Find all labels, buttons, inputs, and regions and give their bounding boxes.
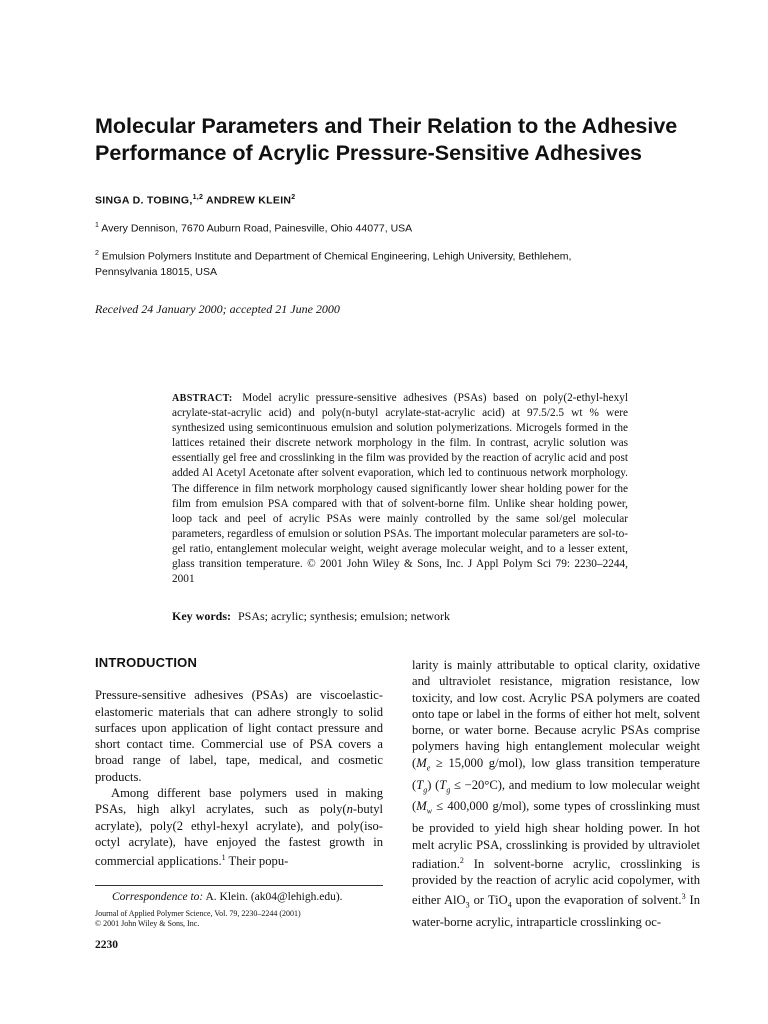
affiliation-1 [95, 218, 655, 237]
author-2: ANDREW KLEIN [206, 194, 292, 207]
reference-1-marker[interactable]: 1 [221, 853, 226, 863]
title-line-1: Molecular Parameters and Their Relation to the Adhesive [95, 114, 678, 138]
right-part-f: In solvent-borne acrylic, crosslinking is provided by the reaction of acrylic acid copolymer, with either AlO [412, 857, 700, 907]
keywords [172, 609, 450, 624]
right-part-c: ) ( [427, 777, 440, 792]
correspondence-label: Correspondence to: [112, 891, 204, 903]
intro-p2-part-c: Their popu- [225, 854, 289, 869]
footnote-rule [95, 885, 383, 886]
right-part-a: larity is mainly attributable to optical clarity, oxidative and ultraviolet resistance, migration resistance, low toxicity, and low cost. Acrylic PSA polymers are coated onto tape or label in the forms of either hot melt, solvent borne, or water borne. Because acrylic PSAs comprise polymers having high entanglement molecular weight ( [412, 658, 700, 770]
symbol-Tg-2-subscript: g [446, 785, 451, 795]
right-part-h: upon the evaporation of solvent. [511, 892, 682, 907]
correspondence-note [112, 891, 343, 903]
affiliation-2-number: 2 [95, 250, 99, 257]
right-part-e: ≤ 400,000 g/mol), some types of crosslinking must be provided to yield high shear holding power. In hot melt acrylic PSA, crosslinking is provided by ultraviolet radiation. [412, 799, 700, 871]
copyright-line: © 2001 John Wiley & Sons, Inc. [95, 919, 200, 928]
right-part-d: ≤ −20°C), and medium to low molecular weight ( [412, 777, 700, 814]
right-part-g: or TiO [469, 892, 508, 907]
article-title [95, 113, 715, 167]
subscript-4: 4 [507, 900, 512, 910]
right-part-b: ≥ 15,000 g/mol), low glass transition temperature ( [412, 755, 700, 792]
correspondence-text[interactable]: A. Klein. (ak04@lehigh.edu). [203, 891, 343, 903]
right-part-i: In water-borne acrylic, intraparticle crosslinking oc- [412, 892, 701, 929]
author-1-affil-marker: 1,2 [192, 194, 204, 201]
journal-info [95, 909, 301, 929]
symbol-Tg-2: T [439, 777, 447, 792]
affiliation-1-number: 1 [95, 222, 99, 229]
affiliation-1-text: Avery Dennison, 7670 Auburn Road, Painesville, Ohio 44077, USA [101, 222, 413, 235]
section-heading-introduction: INTRODUCTION [95, 655, 198, 670]
intro-p2-part-b: -butyl acrylate), poly(2 ethyl-hexyl acrylate), and poly(iso-octyl acrylate), have enjoyed the fastest growth in commercial applications. [95, 802, 383, 869]
intro-p2-italic-n: n [346, 802, 353, 817]
intro-paragraph-1: Pressure-sensitive adhesives (PSAs) are viscoelastic-elastomeric materials that can adhere strongly to solid surfaces upon application of light contact pressure and short contact time. Commercial use of PSA covers a broad range of label, tape, medical, and cosmetic products. [95, 688, 383, 784]
abstract-text: Model acrylic pressure-sensitive adhesives (PSAs) based on poly(2-ethyl-hexyl acrylate-stat-acrylic acid) and poly(n-butyl acrylate-stat-acrylic acid) at 97.5/2.5 wt % were synthesized using semicontinuous emulsion and solution polymerizations. Microgels formed in the lattices retained their discrete network morphology in the film. In contrast, acrylic solution was essentially gel free and crosslinking in the film was provided by the reaction of acrylic acid and post added Al Acetyl Acetonate after solvent evaporation, which led to continuous network morphology. The difference in film network morphology caused significantly lower shear holding power for the film from emulsion PSA compared with that of solvent-borne film. Unlike shear holding power, loop tack and peel of acrylic PSAs were mainly controlled by the same sol/gel molecular parameters, regardless of emulsion or solution PSAs. The important molecular parameters are sol-to-gel ratio, entanglement molecular weight, weight average molecular weight, and to a lesser extent, glass transition temperature. © 2001 John Wiley & Sons, Inc. J Appl Polym Sci 79: 2230–2244, 2001 [172, 392, 629, 586]
page-number: 2230 [95, 939, 118, 951]
affiliation-2-text: Emulsion Polymers Institute and Department of Chemical Engineering, Lehigh University, Bethlehem, Pennsylvania 18015, USA [95, 250, 572, 278]
intro-paragraph-continued [412, 657, 700, 930]
journal-citation: Journal of Applied Polymer Science, Vol. 79, 2230–2244 (2001) [95, 909, 301, 918]
abstract-label: ABSTRACT: [172, 393, 233, 404]
title-line-2: Performance of Acrylic Pressure-Sensitive Adhesives [95, 141, 642, 165]
affiliation-2 [95, 246, 615, 280]
intro-p2-part-a: Among different base polymers used in making PSAs, high alkyl acrylates, such as poly( [95, 786, 383, 817]
symbol-Mw-subscript: w [426, 806, 433, 816]
subscript-3: 3 [465, 900, 470, 910]
symbol-Me-subscript: e [426, 763, 431, 773]
right-column [412, 657, 700, 930]
author-2-affil-marker: 2 [291, 194, 296, 201]
author-list [95, 194, 296, 207]
abstract [172, 391, 628, 587]
reference-2-marker[interactable]: 2 [459, 855, 464, 865]
left-column [95, 655, 383, 870]
intro-paragraph-2 [95, 785, 383, 870]
symbol-Tg: T [416, 777, 424, 792]
symbol-Me: M [416, 755, 427, 770]
symbol-Mw: M [416, 799, 427, 814]
keywords-label: Key words: [172, 609, 231, 623]
author-1: SINGA D. TOBING, [95, 194, 193, 207]
keywords-text: PSAs; acrylic; synthesis; emulsion; network [238, 609, 450, 623]
received-dates: Received 24 January 2000; accepted 21 June 2000 [95, 302, 340, 316]
symbol-Tg-subscript: g [423, 785, 428, 795]
reference-3-marker[interactable]: 3 [681, 891, 686, 901]
